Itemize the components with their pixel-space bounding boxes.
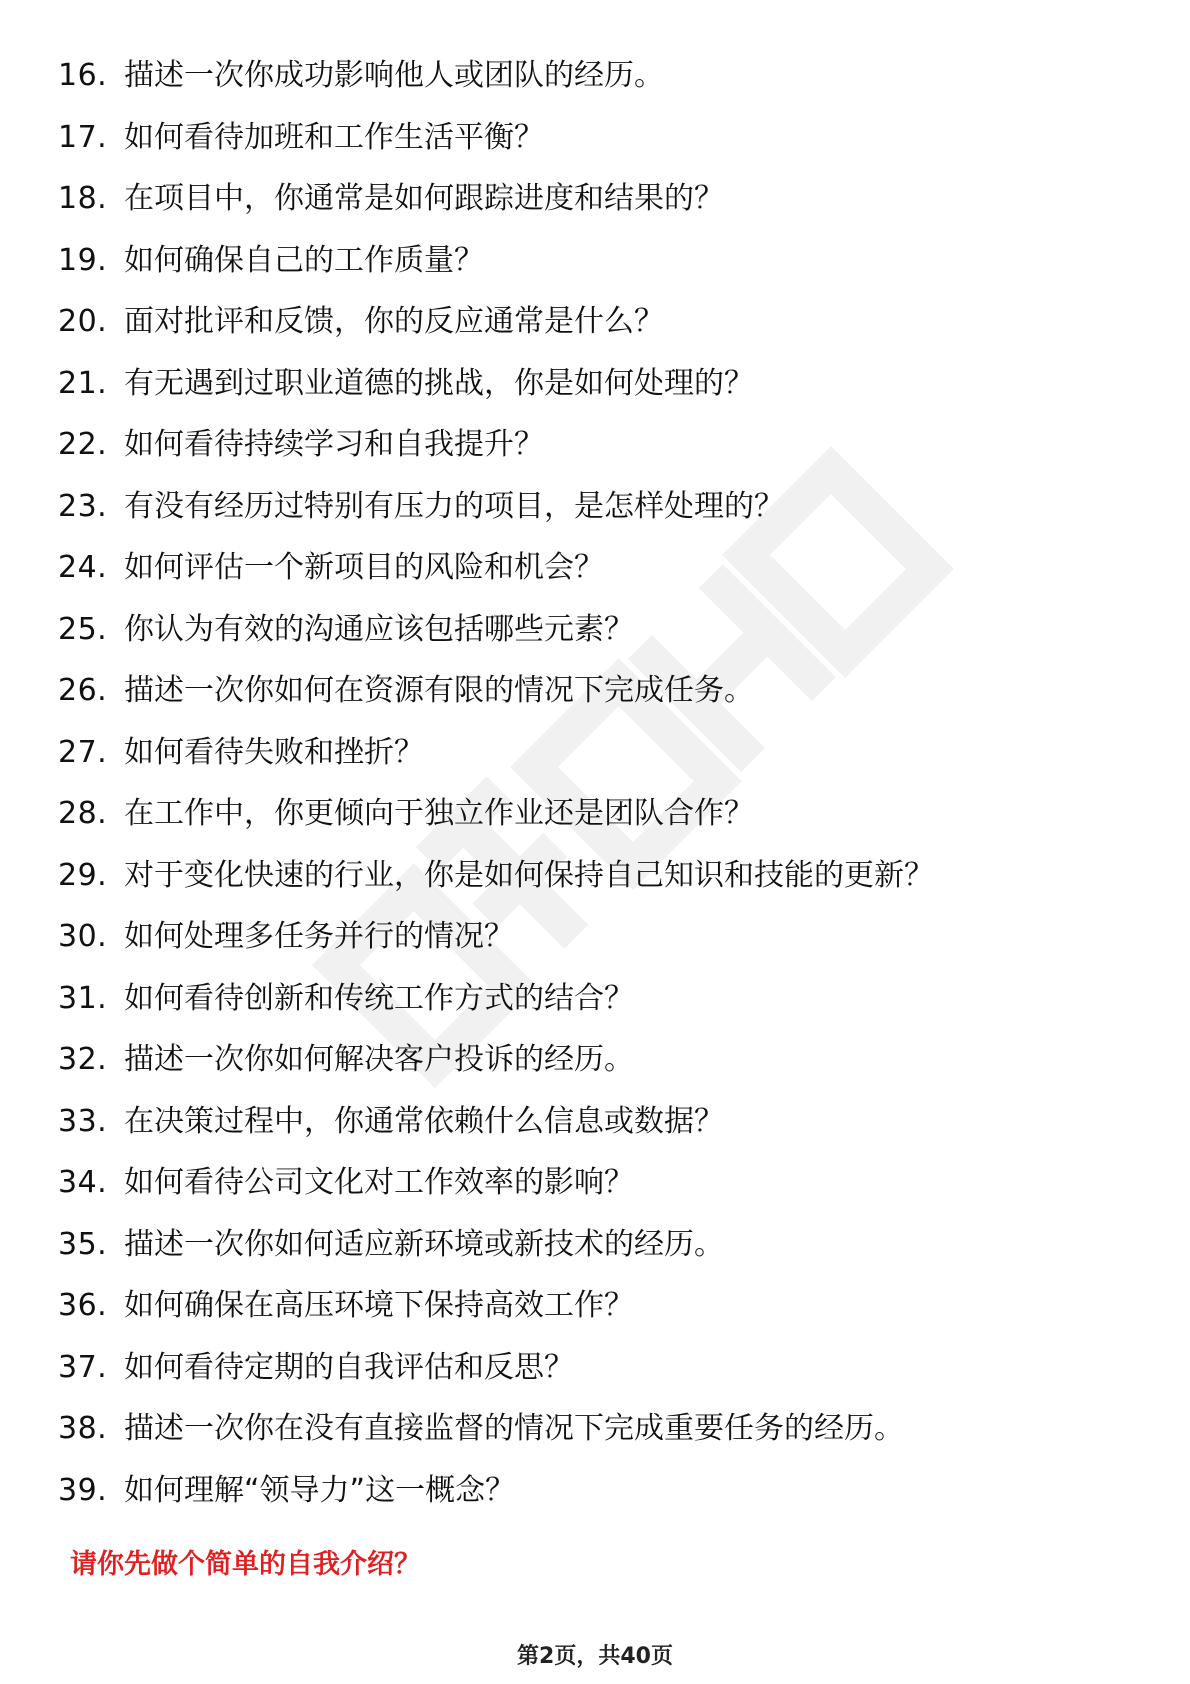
question-text: 如何看待定期的自我评估和反思？ [124,1349,574,1385]
question-text: 有无遇到过职业道德的挑战，你是如何处理的？ [124,365,754,401]
question-item [58,722,1148,784]
question-item [58,783,1148,845]
question-item [58,845,1148,907]
question-item [58,353,1148,415]
question-number: 27. [58,734,108,770]
question-number: 32. [58,1042,108,1077]
question-number: 22. [58,427,108,462]
question-number: 35. [58,1226,108,1262]
question-number: 26. [58,673,108,708]
question-text: 如何处理多任务并行的情况？ [124,919,514,954]
question-text: 如何看待加班和工作生活平衡？ [124,119,544,155]
question-text: 描述一次你成功影响他人或团队的经历。 [124,58,664,93]
question-number: 38. [58,1411,108,1446]
question-number: 25. [58,611,108,647]
question-text: 描述一次你如何在资源有限的情况下完成任务。 [124,673,754,708]
question-number: 20. [58,304,108,339]
question-item [58,599,1148,661]
question-text: 在项目中，你通常是如何跟踪进度和结果的？ [124,181,724,216]
question-number: 37. [58,1349,108,1385]
question-text: 对于变化快速的行业，你是如何保持自己知识和技能的更新？ [124,857,934,893]
question-number: 29. [58,857,108,893]
question-text: 如何看待持续学习和自我提升？ [124,427,544,462]
question-item [58,1214,1148,1276]
question-text: 如何确保在高压环境下保持高效工作？ [124,1288,634,1323]
question-text: 你认为有效的沟通应该包括哪些元素？ [124,611,634,647]
highlight-question: 请你先做个简单的自我介绍？ [70,1549,421,1580]
question-text: 如何看待公司文化对工作效率的影响？ [124,1165,634,1200]
question-item [58,660,1148,722]
question-list [58,45,1148,1521]
question-item [58,291,1148,353]
question-item [58,537,1148,599]
question-number: 34. [58,1165,108,1200]
question-text: 描述一次你在没有直接监督的情况下完成重要任务的经历。 [124,1411,904,1446]
question-text: 如何理解“领导力”这一概念？ [124,1472,516,1508]
question-item [58,1337,1148,1399]
question-text: 描述一次你如何适应新环境或新技术的经历。 [124,1226,724,1262]
page-indicator: 第2页，共40页 [517,1644,673,1669]
question-text: 如何看待失败和挫折？ [124,734,424,770]
question-text: 在工作中，你更倾向于独立作业还是团队合作？ [124,796,754,831]
question-number: 33. [58,1103,108,1139]
question-item [58,45,1148,107]
question-item [58,1029,1148,1091]
question-number: 21. [58,365,108,401]
question-number: 30. [58,919,108,954]
question-number: 24. [58,550,108,585]
question-number: 17. [58,119,108,155]
question-text: 如何评估一个新项目的风险和机会？ [124,550,604,585]
question-text: 如何确保自己的工作质量？ [124,242,484,278]
question-item [58,1398,1148,1460]
question-number: 16. [58,58,108,93]
question-text: 面对批评和反馈，你的反应通常是什么？ [124,304,664,339]
question-item [58,1460,1148,1522]
question-item [58,414,1148,476]
question-number: 39. [58,1472,108,1508]
question-text: 描述一次你如何解决客户投诉的经历。 [124,1042,634,1077]
question-item [58,107,1148,169]
question-text: 如何看待创新和传统工作方式的结合？ [124,980,634,1016]
question-item [58,168,1148,230]
question-item [58,1091,1148,1153]
question-number: 28. [58,796,108,831]
question-item [58,1275,1148,1337]
question-item [58,968,1148,1030]
question-item [58,906,1148,968]
question-item [58,1152,1148,1214]
question-number: 23. [58,488,108,524]
question-number: 31. [58,980,108,1016]
question-item [58,230,1148,292]
question-number: 18. [58,181,108,216]
question-number: 19. [58,242,108,278]
question-text: 有没有经历过特别有压力的项目，是怎样处理的？ [124,488,784,524]
question-text: 在决策过程中，你通常依赖什么信息或数据？ [124,1103,724,1139]
question-item [58,476,1148,538]
question-number: 36. [58,1288,108,1323]
